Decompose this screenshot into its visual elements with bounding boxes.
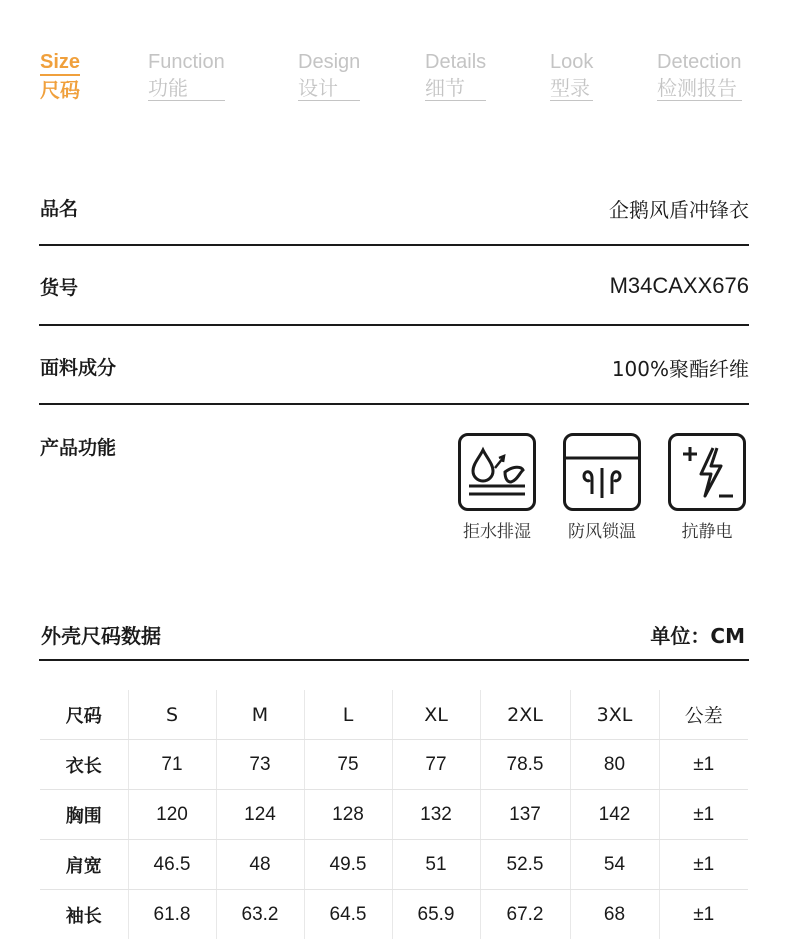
table-cell: ±1 <box>659 740 748 790</box>
tab-details-en: Details <box>425 51 487 73</box>
table-row <box>40 890 748 940</box>
table-header-row <box>40 690 748 740</box>
table-cell: 肩宽 <box>40 840 128 890</box>
table-cell: 128 <box>304 790 392 840</box>
tab-look-zh: 型录 <box>550 78 593 101</box>
table-header-cell: M <box>216 690 304 740</box>
table-cell: ±1 <box>659 890 748 940</box>
table-cell: 68 <box>570 890 659 940</box>
table-header-cell: 公差 <box>659 690 748 740</box>
tab-detection-en: Detection <box>657 51 742 73</box>
tab-function[interactable] <box>148 52 225 101</box>
table-cell: 48 <box>216 840 304 890</box>
tab-look[interactable] <box>550 52 593 101</box>
table-cell: 71 <box>128 740 216 790</box>
tab-details-zh: 细节 <box>425 78 486 101</box>
windproof-icon <box>563 433 641 511</box>
table-cell: 袖长 <box>65 905 102 927</box>
water-repellent-icon <box>458 433 536 511</box>
product-name-value: 企鹅风盾冲锋衣 <box>609 198 749 222</box>
table-header-cell: L <box>304 690 392 740</box>
feature-water-repellent <box>455 433 539 542</box>
table-cell: ±1 <box>659 840 748 890</box>
table-cell: 46.5 <box>128 840 216 890</box>
antistatic-icon <box>668 433 746 511</box>
table-cell: 67.2 <box>480 890 570 940</box>
feature-windproof <box>560 433 644 542</box>
table-cell: 77 <box>392 740 480 790</box>
table-header-cell: 3XL <box>570 690 659 740</box>
tab-size-en: Size <box>40 52 80 76</box>
table-row <box>40 740 748 790</box>
table-cell: 73 <box>216 740 304 790</box>
product-name-label: 品名 <box>40 198 79 220</box>
feature-label: 抗静电 <box>681 522 733 542</box>
table-header-cell: 2XL <box>480 690 570 740</box>
table-cell: 54 <box>570 840 659 890</box>
divider <box>39 403 749 405</box>
table-header-cell: S <box>128 690 216 740</box>
tab-function-en: Function <box>148 51 225 73</box>
table-cell: 80 <box>570 740 659 790</box>
table-row <box>40 790 748 840</box>
table-cell: 78.5 <box>480 740 570 790</box>
table-cell: 132 <box>392 790 480 840</box>
size-table <box>40 690 748 939</box>
fabric-label: 面料成分 <box>40 357 117 379</box>
sku-label: 货号 <box>40 277 79 299</box>
table-cell: 75 <box>304 740 392 790</box>
divider <box>39 659 749 661</box>
divider <box>39 244 749 246</box>
tab-details[interactable] <box>425 52 486 101</box>
divider <box>39 324 749 326</box>
tab-detection-zh: 检测报告 <box>657 78 742 101</box>
table-cell: 120 <box>128 790 216 840</box>
table-header-cell: XL <box>392 690 480 740</box>
tab-design[interactable] <box>298 52 360 101</box>
function-label: 产品功能 <box>40 437 117 459</box>
table-header-cell: 尺码 <box>40 690 128 740</box>
table-cell: 49.5 <box>304 840 392 890</box>
table-cell: 124 <box>216 790 304 840</box>
tab-size[interactable] <box>40 52 80 102</box>
table-cell: ±1 <box>659 790 748 840</box>
table-cell: 51 <box>392 840 480 890</box>
table-cell: 胸围 <box>40 790 128 840</box>
tab-design-zh: 设计 <box>298 78 360 101</box>
table-row <box>40 840 748 890</box>
tab-function-zh: 功能 <box>148 78 225 101</box>
tab-size-zh: 尺码 <box>40 78 80 102</box>
feature-antistatic <box>665 433 749 542</box>
table-cell: 52.5 <box>480 840 570 890</box>
table-cell: 64.5 <box>304 890 392 940</box>
size-table-title: 外壳尺码数据 <box>41 624 161 648</box>
sku-value: M34CAXX676 <box>609 273 749 298</box>
feature-label: 拒水排湿 <box>463 522 531 542</box>
table-cell: 衣长 <box>40 740 128 790</box>
table-cell: 142 <box>570 790 659 840</box>
size-table-unit: 单位：CM <box>650 624 745 648</box>
feature-label: 防风锁温 <box>568 522 636 542</box>
tab-detection[interactable] <box>657 52 742 101</box>
table-cell: 65.9 <box>392 890 480 940</box>
table-cell: 137 <box>480 790 570 840</box>
tab-look-en: Look <box>550 51 594 73</box>
tab-design-en: Design <box>298 51 361 73</box>
fabric-value: 100%聚酯纤维 <box>611 357 749 381</box>
table-cell: 63.2 <box>216 890 304 940</box>
table-cell: 61.8 <box>128 890 216 940</box>
